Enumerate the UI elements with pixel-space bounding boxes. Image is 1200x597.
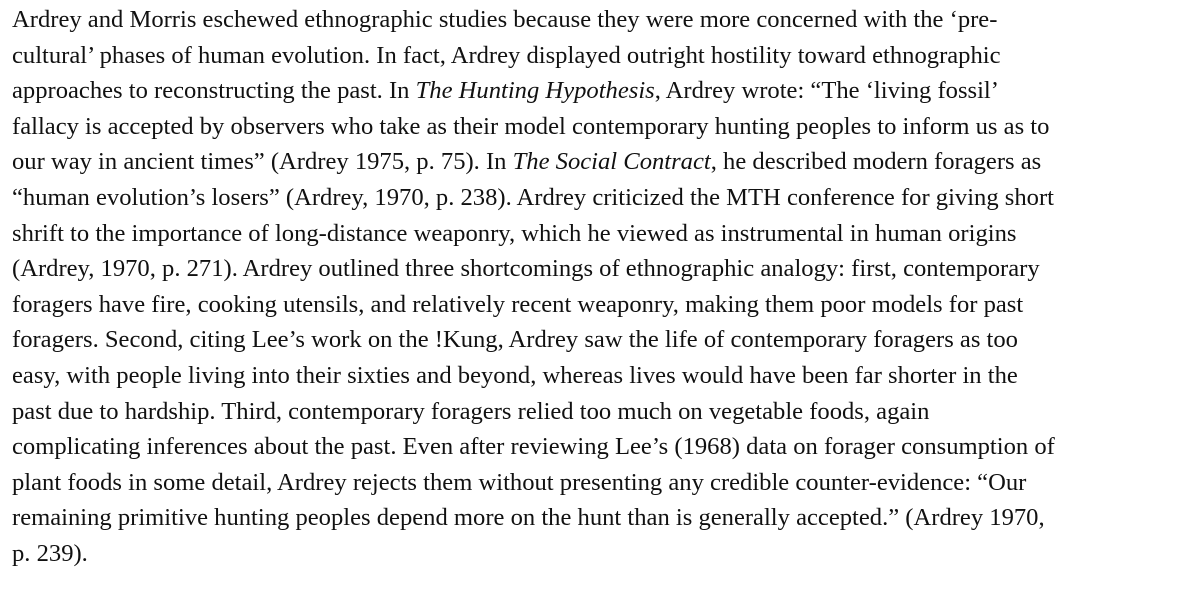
text-segment: easy, with people living into their sixties and beyond, whereas lives would have been far shorter in the: [12, 361, 1018, 389]
text-line: [12, 109, 1186, 145]
text-line: [12, 429, 1186, 465]
text-line: [12, 536, 1186, 572]
text-line: [12, 358, 1186, 394]
text-segment: plant foods in some detail, Ardrey rejects them without presenting any credible counter-evidence: “Our: [12, 468, 1027, 496]
text-segment: complicating inferences about the past. Even after reviewing Lee’s (1968) data on forager consumption of: [12, 433, 1055, 461]
text-line: [12, 144, 1186, 180]
body-paragraph: [12, 2, 1186, 572]
text-segment: , Ardrey wrote: “The ‘living fossil’: [654, 77, 999, 105]
text-segment: (Ardrey, 1970, p. 271). Ardrey outlined three shortcomings of ethnographic analogy: first, contemporary: [12, 255, 1040, 283]
text-line: [12, 287, 1186, 323]
text-line: [12, 500, 1186, 536]
text-line: [12, 394, 1186, 430]
text-line: [12, 2, 1186, 38]
text-segment: remaining primitive hunting peoples depend more on the hunt than is generally accepted.” (Ardrey 1970,: [12, 504, 1045, 532]
text-segment: foragers. Second, citing Lee’s work on the !Kung, Ardrey saw the life of contemporary foragers as too: [12, 326, 1018, 354]
text-segment: fallacy is accepted by observers who take as their model contemporary hunting peoples to inform us as to: [12, 112, 1050, 140]
text-line: [12, 216, 1186, 252]
text-line: [12, 322, 1186, 358]
text-line: [12, 465, 1186, 501]
text-line: [12, 251, 1186, 287]
text-segment: , he described modern foragers as: [710, 148, 1042, 176]
text-segment: approaches to reconstructing the past. In: [12, 77, 416, 105]
text-segment: past due to hardship. Third, contemporary foragers relied too much on vegetable foods, again: [12, 397, 930, 425]
book-title: The Hunting Hypothesis: [415, 77, 655, 105]
text-segment: shrift to the importance of long-distance weaponry, which he viewed as instrumental in human origins: [12, 219, 1017, 247]
text-segment: our way in ancient times” (Ardrey 1975, p. 75). In: [12, 148, 513, 176]
text-segment: cultural’ phases of human evolution. In fact, Ardrey displayed outright hostility toward ethnographic: [12, 41, 1001, 69]
text-segment: Ardrey and Morris eschewed ethnographic studies because they were more concerned with the ‘pre-: [12, 6, 998, 33]
text-segment: “human evolution’s losers” (Ardrey, 1970, p. 238). Ardrey criticized the MTH conference for giving short: [12, 183, 1054, 211]
text-segment: p. 239).: [12, 539, 88, 567]
book-title: The Social Contract: [512, 148, 711, 176]
text-line: [12, 180, 1186, 216]
text-segment: foragers have fire, cooking utensils, and relatively recent weaponry, making them poor models for past: [12, 290, 1024, 318]
text-line: [12, 73, 1186, 109]
text-line: [12, 38, 1186, 74]
